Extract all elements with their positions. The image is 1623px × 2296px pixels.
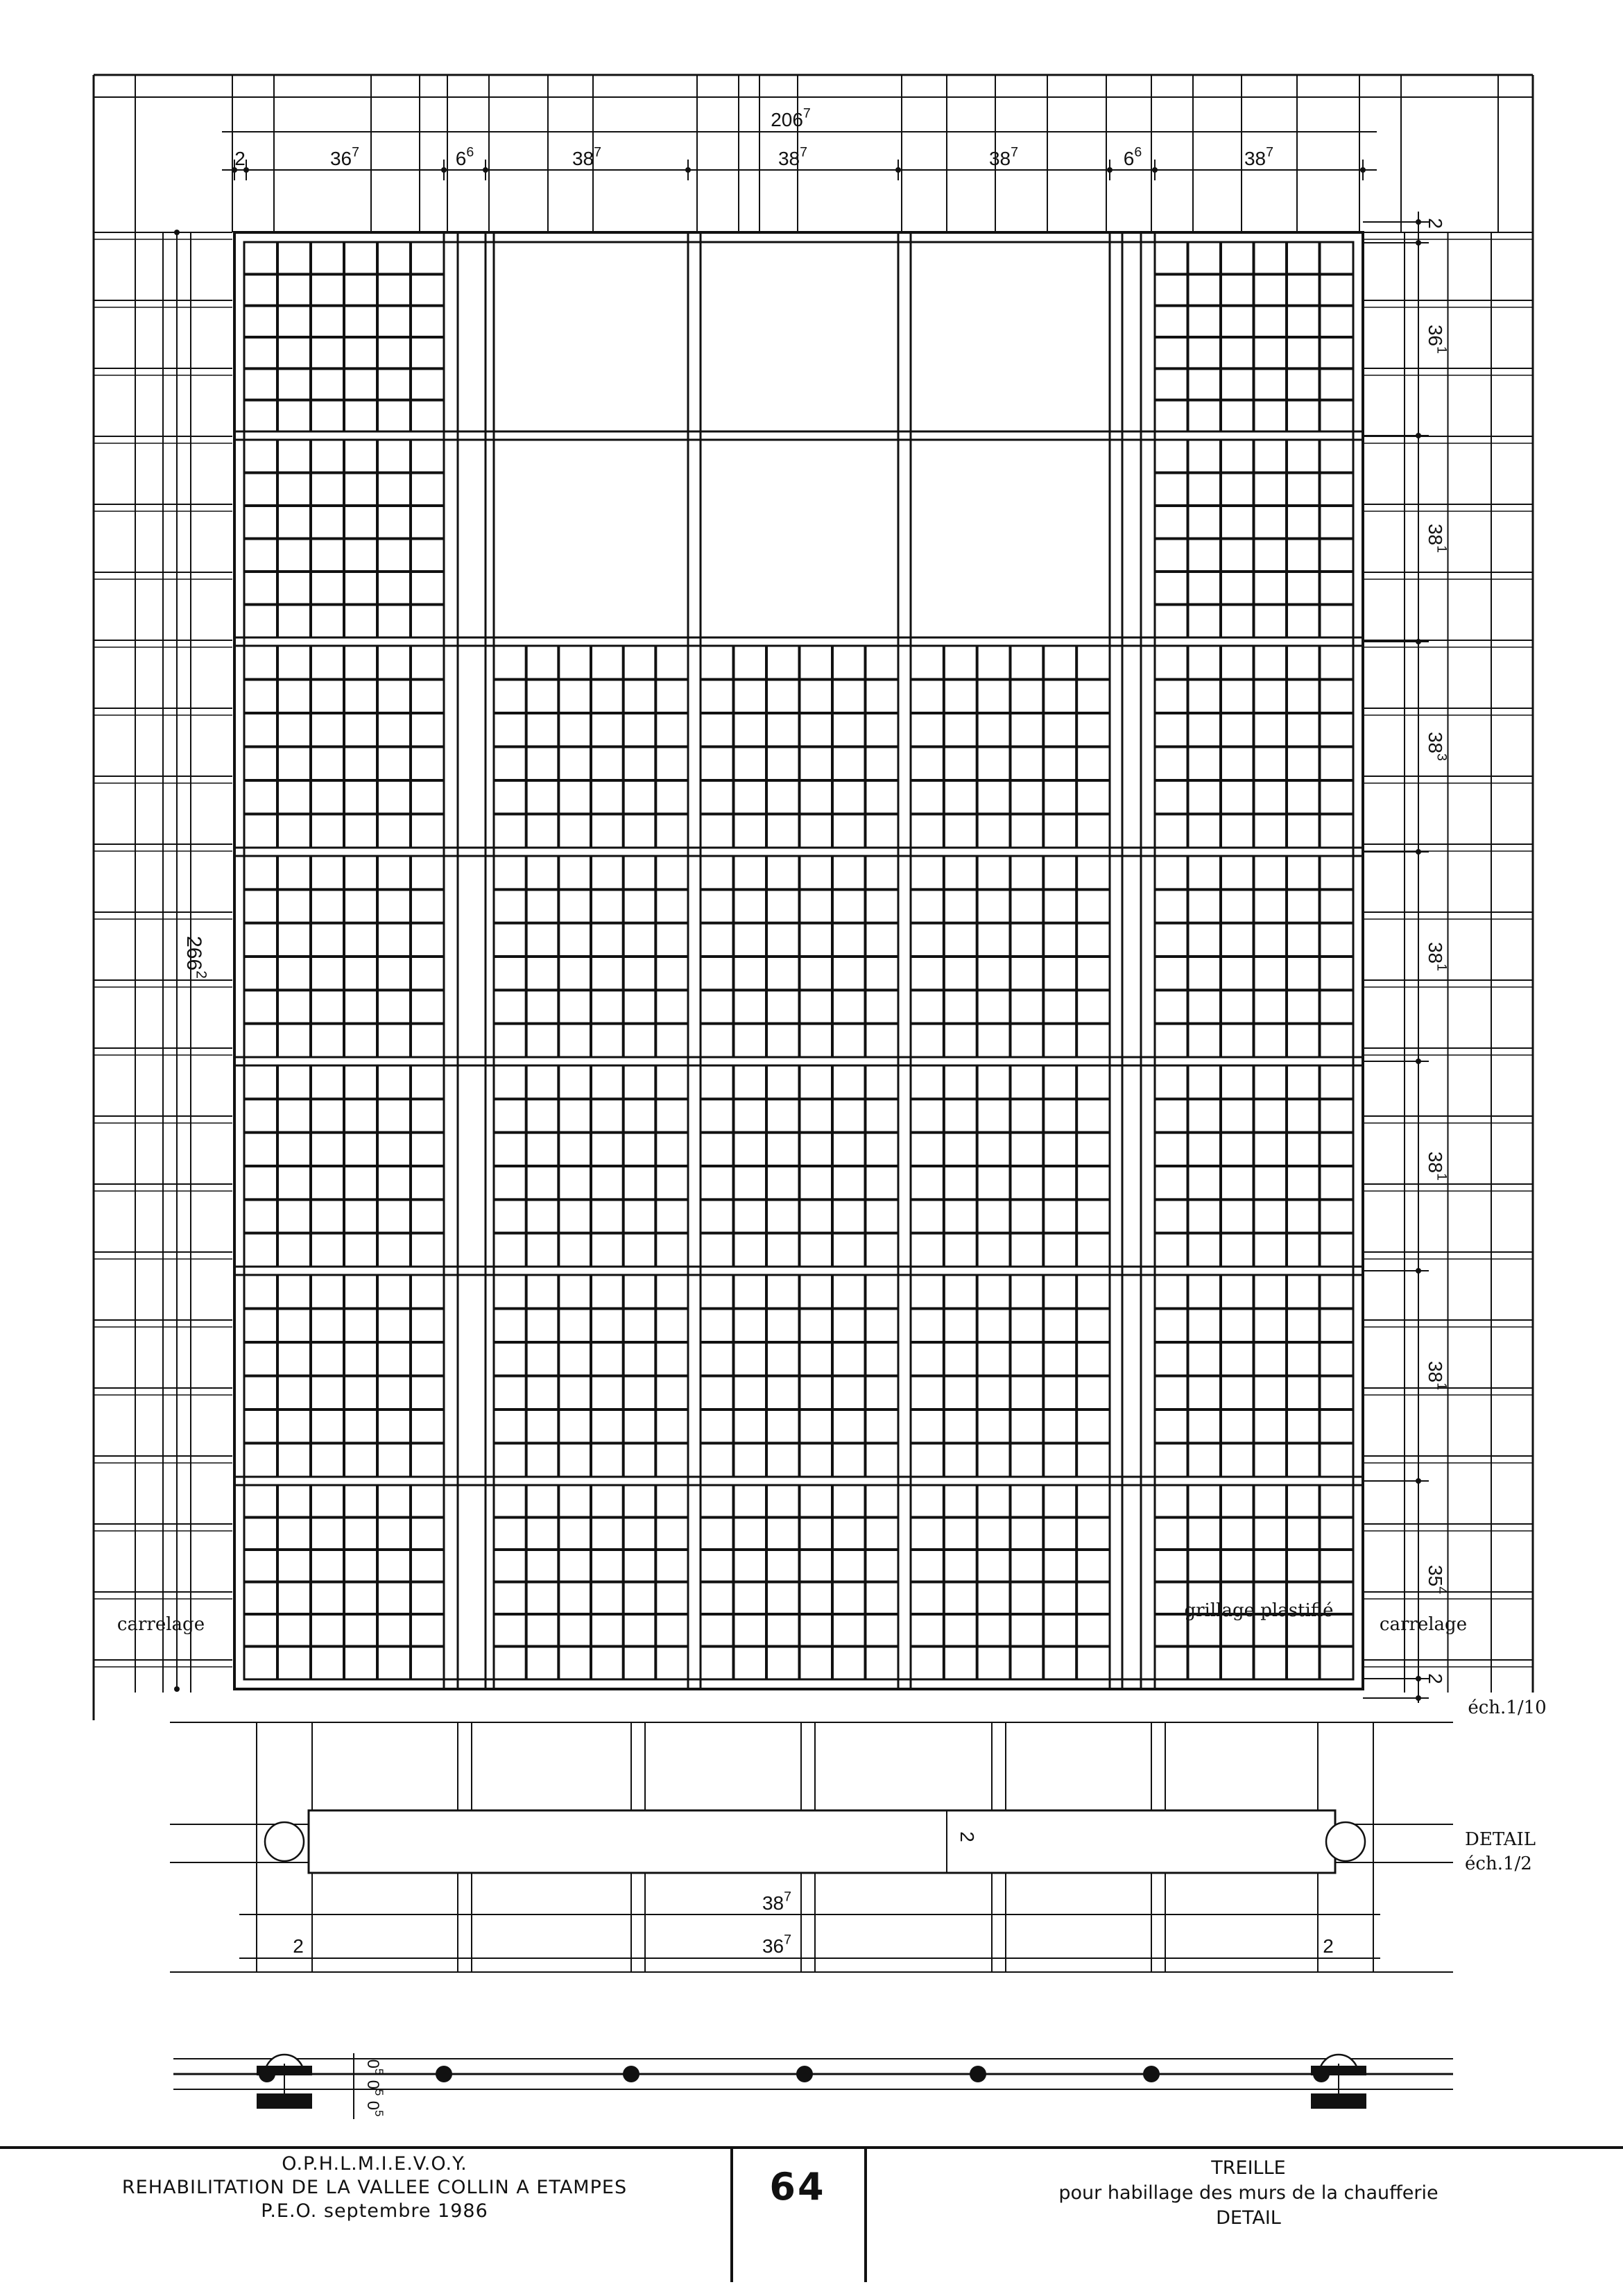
- dim-right-label: $38^1$: [1425, 941, 1450, 972]
- dim-tick-dot: [174, 1686, 180, 1692]
- dim-segment-label: 2: [234, 148, 246, 169]
- dim-tick-dot: [441, 167, 447, 173]
- label-detail-scale: éch.1/2: [1465, 1853, 1532, 1874]
- dim-tick-dot: [174, 230, 180, 235]
- detail-dim-inner-label: $36^7$: [762, 1932, 792, 1957]
- dim-tick-dot: [1107, 167, 1113, 173]
- detail-fixing-left: [265, 1822, 304, 1861]
- section-dim-label: $0^5$: [363, 2059, 386, 2075]
- dim-tick-dot: [1360, 167, 1366, 173]
- dim-right-label: $38^1$: [1425, 523, 1450, 554]
- dim-segment-label: $38^7$: [778, 144, 808, 169]
- dim-tick-dot: [1152, 167, 1158, 173]
- detail-dim-left-label: 2: [293, 1935, 304, 1957]
- dim-tick-dot: [1416, 433, 1421, 438]
- title-block-left: [28, 2152, 721, 2223]
- dim-tick-dot: [1416, 1059, 1421, 1064]
- dim-tick-dot: [1416, 1268, 1421, 1274]
- section-fixing-left-wire: [259, 2066, 275, 2082]
- title-block-right: [895, 2156, 1602, 2231]
- dim-segment-label: $36^7$: [329, 144, 360, 169]
- dim-tick-dot: [895, 167, 901, 173]
- dim-segment-label: $6^6$: [1123, 144, 1142, 169]
- section-wire: [623, 2066, 639, 2082]
- dim-left-label: $266^2$: [182, 936, 209, 979]
- detail-batten: [309, 1810, 1335, 1873]
- dim-right-label: $36^1$: [1425, 324, 1450, 354]
- label-detail-title: DETAIL: [1465, 1829, 1536, 1850]
- section-dim-label: $0^5$: [363, 2080, 386, 2096]
- dim-tick-dot: [1416, 1695, 1421, 1701]
- dim-right-label: 2: [1425, 1673, 1446, 1684]
- drawing-subtitle: pour habillage des murs de la chaufferie: [1058, 2182, 1439, 2204]
- detail-dim-bar-label: 2: [956, 1831, 978, 1842]
- section-wire: [1143, 2066, 1160, 2082]
- dim-segment-label: $38^7$: [988, 144, 1019, 169]
- detail-dim-right-label: 2: [1323, 1935, 1334, 1957]
- dim-tick-dot: [1416, 219, 1421, 225]
- drawing-title: TREILLE: [1211, 2157, 1286, 2179]
- dim-segment-label: $38^7$: [1244, 144, 1274, 169]
- dim-right-label: $38^1$: [1425, 1151, 1450, 1181]
- dim-tick-dot: [685, 167, 691, 173]
- dim-total-label: $206^7$: [771, 105, 811, 130]
- label-scale-main: éch.1/10: [1468, 1697, 1547, 1718]
- dim-right-label: $35^4$: [1425, 1564, 1450, 1595]
- dim-tick-dot: [483, 167, 488, 173]
- detail-fixing-right: [1326, 1822, 1365, 1861]
- dim-tick-dot: [1416, 639, 1421, 644]
- dim-tick-dot: [1416, 240, 1421, 246]
- section-wire: [970, 2066, 986, 2082]
- client-name: O.P.H.L.M.I.E.V.O.Y.: [282, 2153, 467, 2175]
- label-tile-right: carrelage: [1379, 1614, 1468, 1635]
- drawing-type: DETAIL: [1216, 2207, 1281, 2229]
- dim-segment-label: $6^6$: [455, 144, 474, 169]
- label-tile-left: carrelage: [117, 1614, 205, 1635]
- dim-tick-dot: [1416, 849, 1421, 855]
- sheet-number: 64: [769, 2165, 826, 2209]
- label-mesh: grillage plastifié: [1184, 1600, 1334, 1621]
- project-date: P.E.O. septembre 1986: [261, 2200, 488, 2222]
- section-wire: [796, 2066, 813, 2082]
- dim-right-label: $38^3$: [1425, 731, 1450, 762]
- section-wire: [436, 2066, 452, 2082]
- project-name: REHABILITATION DE LA VALLEE COLLIN A ETAMPES: [121, 2177, 628, 2198]
- section-dim-label: $0^5$: [363, 2100, 386, 2117]
- dim-tick-dot: [1416, 1478, 1421, 1484]
- dim-segment-label: $38^7$: [572, 144, 602, 169]
- section-fixing-right-wire: [1313, 2066, 1330, 2082]
- dim-right-label: $38^1$: [1425, 1360, 1450, 1391]
- dim-tick-dot: [1416, 1676, 1421, 1681]
- detail-dim-outer-label: $38^7$: [762, 1889, 792, 1914]
- dim-right-label: 2: [1425, 218, 1446, 229]
